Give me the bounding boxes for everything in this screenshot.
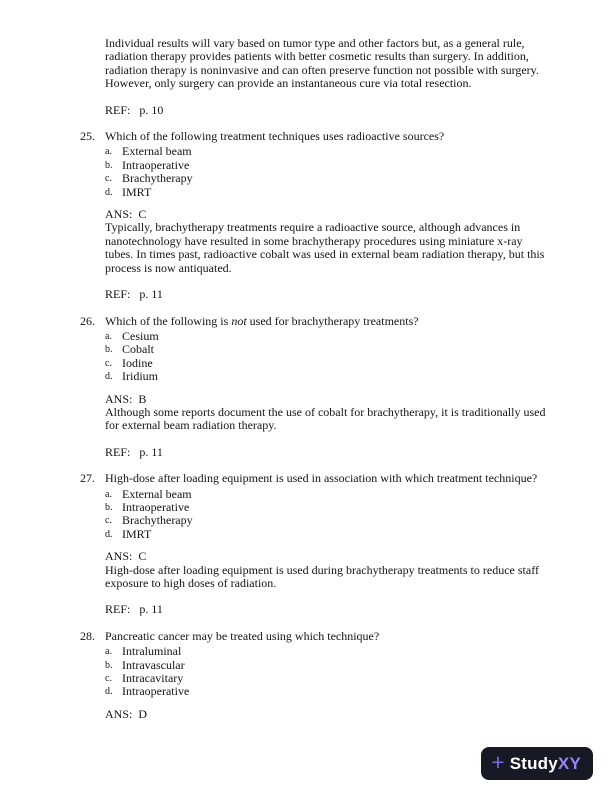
option-letter: a. <box>105 146 112 158</box>
option-text: Cobalt <box>122 342 154 357</box>
option-letter: c. <box>105 173 112 185</box>
option-text: Brachytherapy <box>122 513 193 528</box>
option-text: External beam <box>122 486 192 501</box>
options-list <box>105 330 547 384</box>
question-line <box>80 630 547 643</box>
option-text: External beam <box>122 144 192 159</box>
question-number: 25. <box>80 129 95 144</box>
answer-line: ANS: C <box>105 549 147 564</box>
brand-name-accent: XY <box>557 753 581 773</box>
question-line <box>80 472 547 485</box>
option-row <box>105 145 547 158</box>
option-row <box>105 172 547 185</box>
option-row <box>105 514 547 527</box>
answer-line: ANS: B <box>105 391 147 406</box>
studyxy-badge[interactable] <box>481 747 593 780</box>
answer-explanation: High-dose after loading equipment is used during brachytherapy treatments to reduce staff exposure to high doses of radiation. <box>105 562 539 590</box>
question-number: 28. <box>80 628 95 643</box>
option-text: Intraoperative <box>122 157 190 172</box>
option-text: Intraoperative <box>122 499 190 514</box>
option-letter: b. <box>105 659 113 671</box>
document-content <box>80 37 547 734</box>
option-letter: c. <box>105 673 112 685</box>
option-row <box>105 343 547 356</box>
question-block-28 <box>80 630 547 721</box>
question-text: Which of the following treatment techniques uses radioactive sources? <box>105 129 445 144</box>
option-letter: b. <box>105 501 113 513</box>
option-row <box>105 501 547 514</box>
option-row <box>105 370 547 383</box>
ref-line: REF: p. 11 <box>105 287 163 302</box>
option-row <box>105 528 547 541</box>
option-row <box>105 685 547 698</box>
explanation-paragraph: Individual results will vary based on tumor type and other factors but, as a general rule, radiation therapy provides patients with better cosmetic results than surgery. In addition, radiation therapy is noninvasive and can often preserve function not possible with surgery. However, only surgery can provide an instantaneous cure via total resection. <box>105 36 539 91</box>
question-line <box>80 130 547 143</box>
option-row <box>105 159 547 172</box>
options-list <box>105 145 547 199</box>
option-text: Iodine <box>122 355 153 370</box>
option-row <box>105 186 547 199</box>
option-letter: d. <box>105 686 113 698</box>
option-letter: a. <box>105 488 112 500</box>
brand-name-main: Study <box>509 753 558 773</box>
option-letter: b. <box>105 344 113 356</box>
option-text: Brachytherapy <box>122 171 193 186</box>
ref-line: REF: p. 11 <box>105 444 163 459</box>
option-text: Intravascular <box>122 657 185 672</box>
plus-icon: + <box>491 749 505 775</box>
option-text: Iridium <box>122 369 158 384</box>
option-row <box>105 672 547 685</box>
option-letter: a. <box>105 330 112 342</box>
option-text: Intraluminal <box>122 644 182 659</box>
question-text-pre: Which of the following is <box>105 313 232 328</box>
option-letter: d. <box>105 371 113 383</box>
answer-explanation: Although some reports document the use of cobalt for brachytherapy, it is traditionally used for external beam radiation therapy. <box>105 404 546 433</box>
question-block-25 <box>80 130 547 301</box>
option-text: Intraoperative <box>122 684 190 699</box>
option-text: Cesium <box>122 328 159 343</box>
question-block-26 <box>80 315 547 460</box>
option-letter: c. <box>105 357 112 369</box>
options-list <box>105 488 547 542</box>
question-text: High-dose after loading equipment is used in association with which treatment technique? <box>105 471 538 486</box>
option-text: IMRT <box>122 526 152 541</box>
option-row <box>105 645 547 658</box>
question-line <box>80 315 547 328</box>
answer-explanation: Typically, brachytherapy treatments require a radioactive source, although advances in nanotechnology have resulted in some brachytherapy procedures using miniature x-ray tubes. In times past, radioactive cobalt was used in external beam radiation therapy, but this process is now antiquated. <box>105 220 545 275</box>
question-number: 27. <box>80 471 95 486</box>
option-letter: a. <box>105 646 112 658</box>
ref-line: REF: p. 10 <box>105 102 164 117</box>
option-text: Intracavitary <box>122 671 184 686</box>
question-text <box>105 315 547 328</box>
ref-line: REF: p. 11 <box>105 602 163 617</box>
answer-line: ANS: D <box>105 706 148 721</box>
question-text-post: used for brachytherapy treatments? <box>246 313 419 328</box>
question-block-27 <box>80 472 547 617</box>
question-text-emphasis: not <box>231 313 247 328</box>
option-text: IMRT <box>122 184 152 199</box>
answer-line: ANS: C <box>105 207 147 222</box>
question-text: Pancreatic cancer may be treated using which technique? <box>105 628 380 643</box>
option-letter: c. <box>105 515 112 527</box>
question-number: 26. <box>80 313 95 328</box>
option-row <box>105 488 547 501</box>
option-row <box>105 659 547 672</box>
option-letter: d. <box>105 186 113 198</box>
options-list <box>105 645 547 699</box>
option-letter: d. <box>105 528 113 540</box>
option-row <box>105 330 547 343</box>
option-letter: b. <box>105 159 113 171</box>
option-row <box>105 357 547 370</box>
